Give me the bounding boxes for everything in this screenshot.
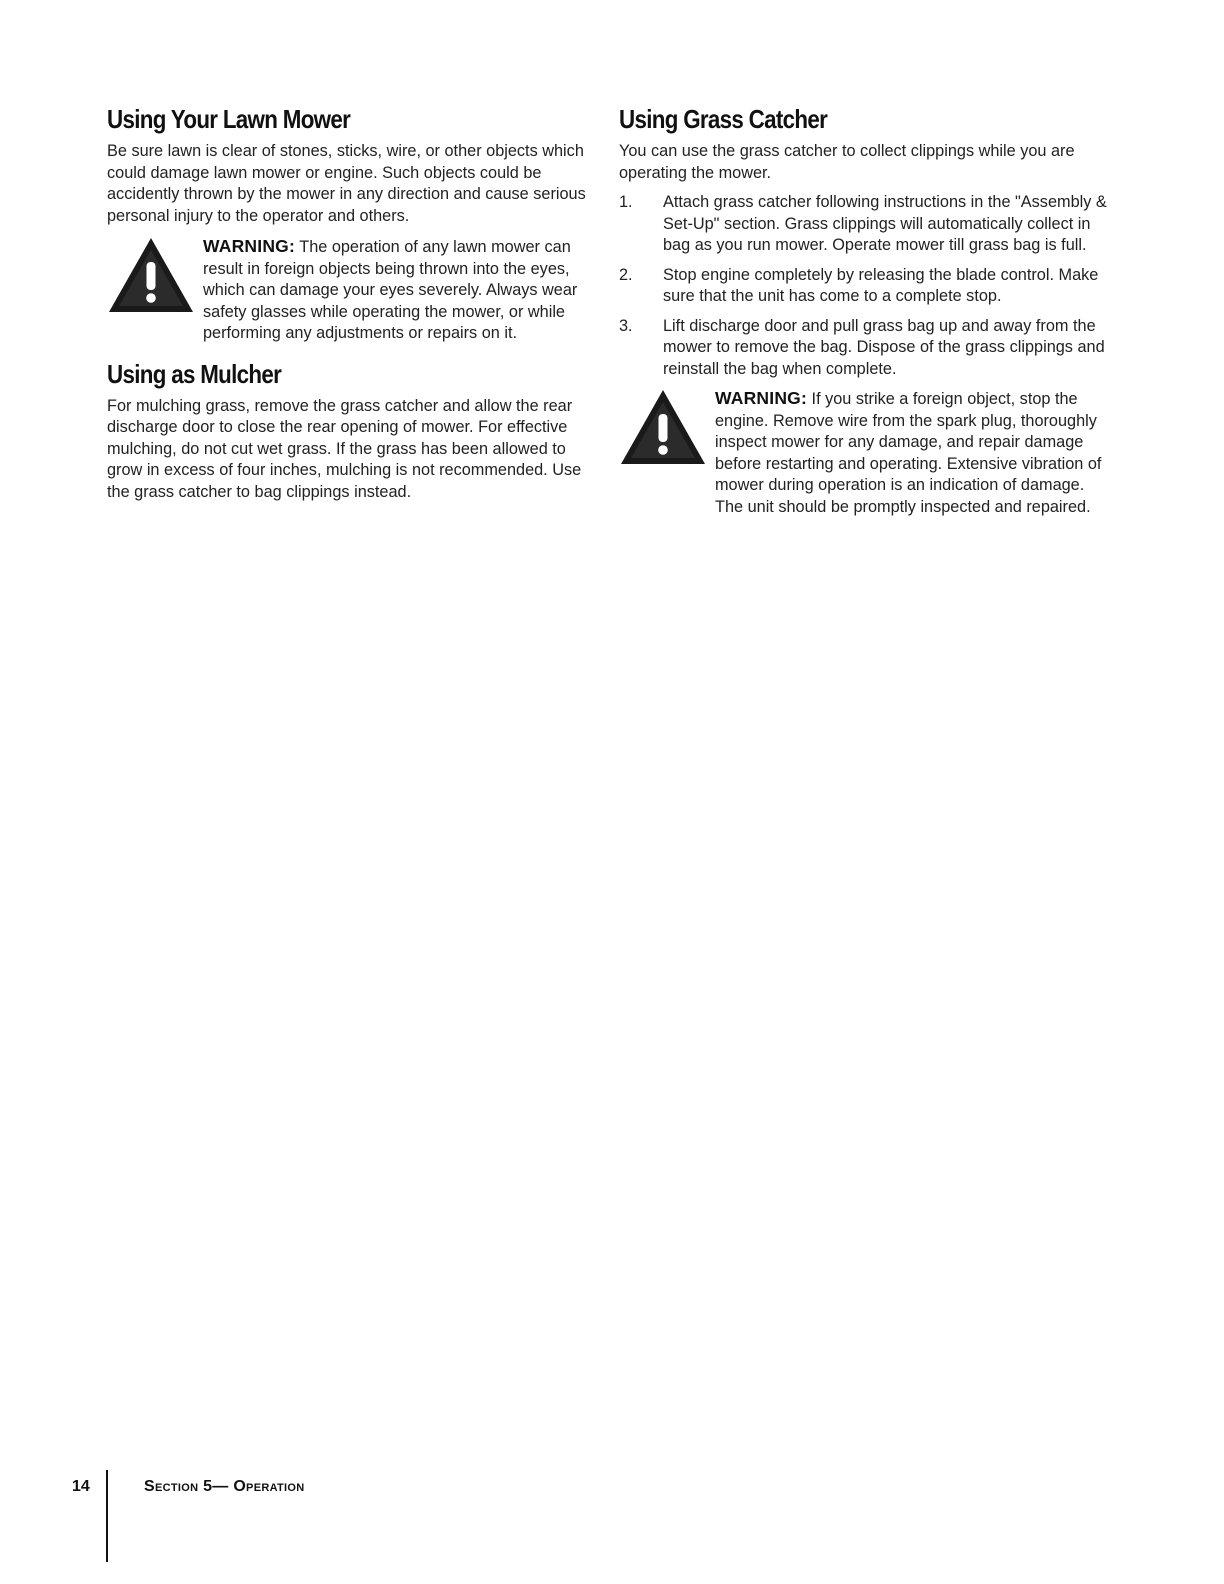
step-number: 2. (619, 265, 633, 284)
section-title-using-as-mulcher: Using as Mulcher (107, 358, 282, 389)
page-number: 14 (72, 1478, 90, 1495)
warning-text: The operation of any lawn mower can result in foreign objects being thrown into the eyes, which can damage your eyes severely. Always wear safety glasses while operating the mower, or while performing any adjustments or repairs on it. (203, 238, 578, 342)
list-item (619, 192, 1113, 257)
step-number: 1. (619, 193, 633, 211)
step-text: Lift discharge door and pull grass bag up and away from the mower to remove the bag. Dispose of the grass clippings and reinstall the bag when complete. (663, 316, 1105, 378)
left-column (107, 104, 599, 503)
list-item (619, 316, 1113, 381)
section-title-using-lawn-mower: Using Your Lawn Mower (107, 104, 351, 134)
warning-foreign-object (619, 388, 1113, 518)
page-footer (72, 1470, 472, 1562)
step-text: Attach grass catcher following instructions in the "Assembly & Set-Up" section. Grass clippings will automatically collect in bag as you run mower. Operate mower till grass bag is full. (663, 193, 1107, 254)
warning-label: WARNING: (203, 236, 296, 256)
warning-text: If you strike a foreign object, stop the engine. Remove wire from the spark plug, thoroughly inspect mower for any damage, and repair damage before restarting and operating. Extensive vibration of mower during operation is an indication of damage. The unit should be promptly inspected and repaired. (715, 390, 1102, 516)
warning-label: WARNING: (715, 388, 808, 408)
warning-triangle-icon (107, 236, 195, 314)
footer-divider (106, 1470, 108, 1562)
grass-catcher-steps (619, 192, 1113, 380)
step-number: 3. (619, 316, 633, 335)
mulcher-text: For mulching grass, remove the grass catcher and allow the rear discharge door to close the rear opening of mower. For effective mulching, do not cut wet grass. If the grass has been allowed to grow in excess of four inches, mulching is not recommended. Use the grass catcher to bag clippings instead. (107, 396, 582, 501)
lawn-mower-intro: Be sure lawn is clear of stones, sticks, wire, or other objects which could damage lawn mower or engine. Such objects could be accidently thrown by the mower in any direction and cause serious personal injury to the operator and others. (107, 142, 586, 225)
warning-triangle-icon (619, 388, 707, 466)
section-title-using-grass-catcher: Using Grass Catcher (619, 104, 828, 134)
right-column (619, 104, 1113, 518)
footer-section-label: Section 5— Operation (144, 1478, 305, 1495)
step-text: Stop engine completely by releasing the blade control. Make sure that the unit has come to a complete stop. (663, 265, 1099, 305)
warning-eye-protection (107, 236, 599, 345)
list-item (619, 265, 1113, 308)
grass-catcher-intro: You can use the grass catcher to collect clippings while you are operating the mower. (619, 142, 1075, 182)
